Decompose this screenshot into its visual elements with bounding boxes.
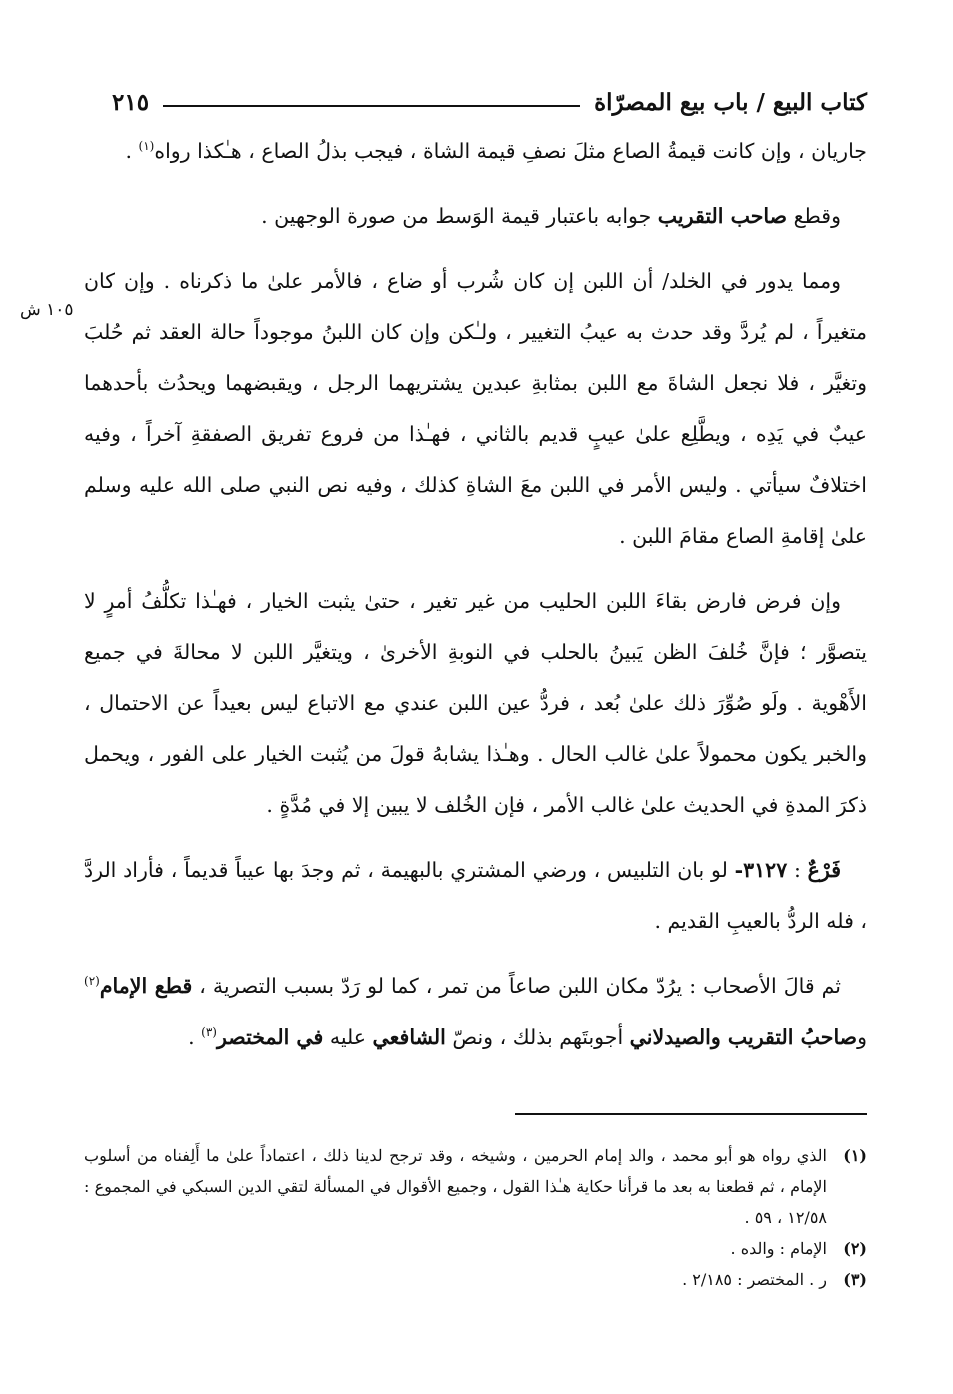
paragraph-text: جوابه باعتبار قيمة الوَسط من صورة الوجهين . [261,204,658,228]
footnote-number: (١) [843,1146,867,1165]
footnote-ref: (١) [138,139,155,154]
paragraph-text: أجوبتَهم بذلك ، ونصّ [445,1025,630,1049]
footnote-number: (٢) [843,1239,867,1258]
paragraph-text: لو بان التلبيس ، ورضي المشتري بالبهيمة ، ثم وجدَ بها عيباً قديماً ، فأراد الردَّ ، فله الردُّ بالعيبِ القديم . [84,858,867,933]
bold-name: صاحبُ التقريب والصيدلاني [629,1025,858,1049]
page-number: ٢١٥ [112,88,150,116]
paragraph-text: عليه [323,1025,373,1049]
footnote-text: ر . المختصر : ٢/١٨٥ . [682,1270,827,1289]
footnote-number: (٣) [843,1270,867,1289]
running-header [112,80,867,124]
footnote-ref: (٣) [201,1025,217,1040]
paragraph-text: ثم قالَ الأصحاب : يرُدّ مكان اللبن صاعاً من تمر ، كما لو رَدّ بسبب التصرية ، [192,974,841,998]
footnote-ref: (٢) [84,974,100,989]
paragraph-text: جاريان ، وإن كانت قيمةُ الصاع مثلَ نصفِ قيمة الشاة ، فيجب بذلُ الصاع ، هـٰكذا رواه [154,139,867,163]
footnotes [84,1140,867,1295]
bold-name: قطع الإمام [99,974,193,998]
paragraph-text: و [857,1025,867,1049]
footnote-2 [84,1233,867,1264]
header-title: كتاب البيع / باب بيع المصرّاة [594,88,867,116]
footnote-separator [515,1113,867,1115]
paragraph-text: . [125,139,139,163]
footnote-3 [84,1264,867,1295]
bold-name: الشافعي [372,1025,446,1049]
bold-name: صاحب التقريب [657,204,788,228]
paragraph-2 [84,191,867,242]
footnote-text: الذي رواه هو أبو محمد ، والد إمام الحرمين ، وشيخه ، وقد ترجح لدينا ذلك ، اعتماداً علىٰ ما أَلِفناه من أسلوب الإمام ، ثم قطعنا به بعد ما قرأنا حكاية هـٰذا القول ، وجميع الأقوال في المسألة لتقي الدين السبكي في المجموع : ١٢/٥٨ ، ٥٩ . [84,1146,828,1227]
footnote-text: الإمام : والده . [730,1239,827,1258]
paragraph-1 [84,126,867,177]
bold-name: في المختصر [216,1025,324,1049]
issue-number: ٣١٢٧- [734,858,788,882]
paragraph-text: . [188,1025,202,1049]
header-rule [163,105,580,107]
paragraph-3: ومما يدور في الخلد/ أن اللبن إن كان شُرب أو ضاع ، فالأمر علىٰ ما ذكرناه . وإن كان متغيراً ، لم يُردَّ وقد حدث به عيبُ التغيير ، ولـٰكن وإن كان اللبنُ موجوداً حالة العقد ثم حُلبَ وتغيَّر ، فلا نجعل الشاةَ مع اللبن بمثابةِ عبدين يشتريهما الرجل ، ويقبضهما ويحدُث بأحدهما عيبٌ في يَدِه ، ويطَّلِع علىٰ عيبٍ قديم بالثاني ، فهـٰذا من فروع تفريق الصفقةِ آخراً ، وفيه اختلافٌ سيأتي . وليس الأمر في اللبن معَ الشاةِ كذلك ، وفيه نص النبي صلى الله عليه وسلم علىٰ إقامةِ الصاع مقامَ اللبن . [84,269,867,548]
main-text [84,126,867,1063]
footnote-1 [84,1140,867,1233]
marginal-note: ١٠٥ ش [20,300,74,320]
paragraph-text: وقطع [787,204,841,228]
paragraph-5: فَرْعٌ : ٣١٢٧- لو بان التلبيس ، ورضي المشتري بالبهيمة ، ثم وجدَ بها عيباً قديماً ، فأراد الردَّ ، فله الردُّ بالعيبِ القديم . [84,858,867,933]
section-label: فَرْعٌ [807,858,841,882]
paragraph-4: وإن فرض فارض بقاءَ اللبن الحليب من غير تغير ، حتىٰ يثبت الخيار ، فهـٰذا تكلُّفُ أمرٍ لا يتصوَّر ؛ فإنَّ خُلفَ الظن يَبينُ بالحلب في النوبةِ الأخرىٰ ، ويتغيَّر اللبن لا محالةَ في جميع الأَهْوية . ولَو صُوِّرَ ذلك علىٰ بُعد ، فردُّ عين اللبن عندي مع الاتباع ليس بعيداً عن الاحتمال ، والخبر يكون محمولاً علىٰ غالب الحال . وهـٰذا يشابهُ قولَ من يُثبت الخيار على الفور ، ويحمل ذكرَ المدةِ في الحديث علىٰ غالب الأمر ، فإن الخُلف لا يبين إلا في مُدَّةٍ . [84,589,867,817]
paragraph-6 [84,961,867,1063]
